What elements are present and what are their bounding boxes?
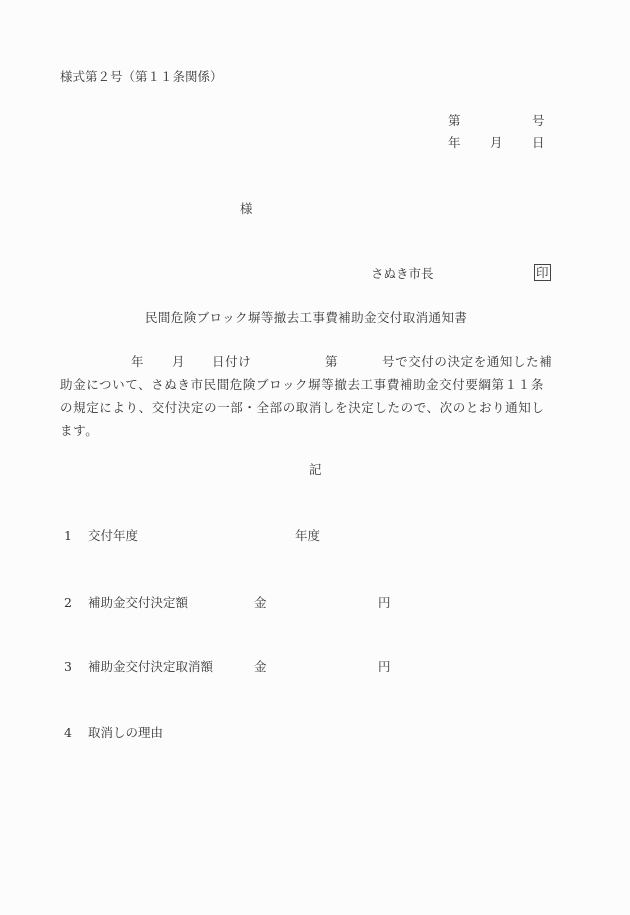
body-line-1 — [60, 350, 580, 373]
date-year: 年 — [448, 135, 461, 150]
body-dai: 第 — [325, 354, 339, 369]
item-number: 4 — [64, 725, 72, 740]
body-month: 月 — [172, 354, 186, 369]
item-label: 補助金交付決定額 — [88, 595, 189, 610]
item-suffix: 円 — [378, 659, 391, 674]
ki-heading: 記 — [309, 462, 322, 477]
item-number: 3 — [64, 659, 72, 674]
item-label: 取消しの理由 — [88, 725, 164, 740]
date-month: 月 — [490, 135, 503, 150]
date-day: 日 — [532, 135, 545, 150]
body-line1-rest: 号で交付の決定を通知した補 — [382, 354, 553, 369]
body-line-4: ます。 — [60, 423, 99, 438]
body-line-2: 助金について、さぬき市民間危険ブロック塀等撤去工事費補助金交付要綱第１１条 — [60, 377, 544, 392]
item-number: 1 — [64, 528, 72, 543]
ref-go: 号 — [532, 113, 545, 128]
form-number: 様式第２号（第１１条関係） — [60, 69, 223, 84]
ref-dai: 第 — [448, 113, 461, 128]
item-prefix: 金 — [254, 659, 267, 674]
seal-mark: 印 — [536, 265, 549, 280]
item-label: 補助金交付決定取消額 — [88, 659, 214, 674]
body-line-3: の規定により、交付決定の一部・全部の取消しを決定したので、次のとおり通知し — [60, 400, 545, 415]
body-paragraph — [60, 350, 580, 442]
item-suffix: 円 — [378, 595, 391, 610]
document-title: 民間危険ブロック塀等撤去工事費補助金交付取消通知書 — [145, 310, 468, 325]
addressee-suffix: 様 — [240, 201, 253, 216]
body-dated: 日付け — [212, 354, 252, 369]
item-suffix: 年度 — [295, 528, 321, 543]
item-label: 交付年度 — [88, 528, 139, 543]
item-number: 2 — [64, 595, 72, 610]
body-year: 年 — [131, 354, 145, 369]
sender-name: さぬき市長 — [371, 266, 434, 281]
item-prefix: 金 — [254, 595, 267, 610]
